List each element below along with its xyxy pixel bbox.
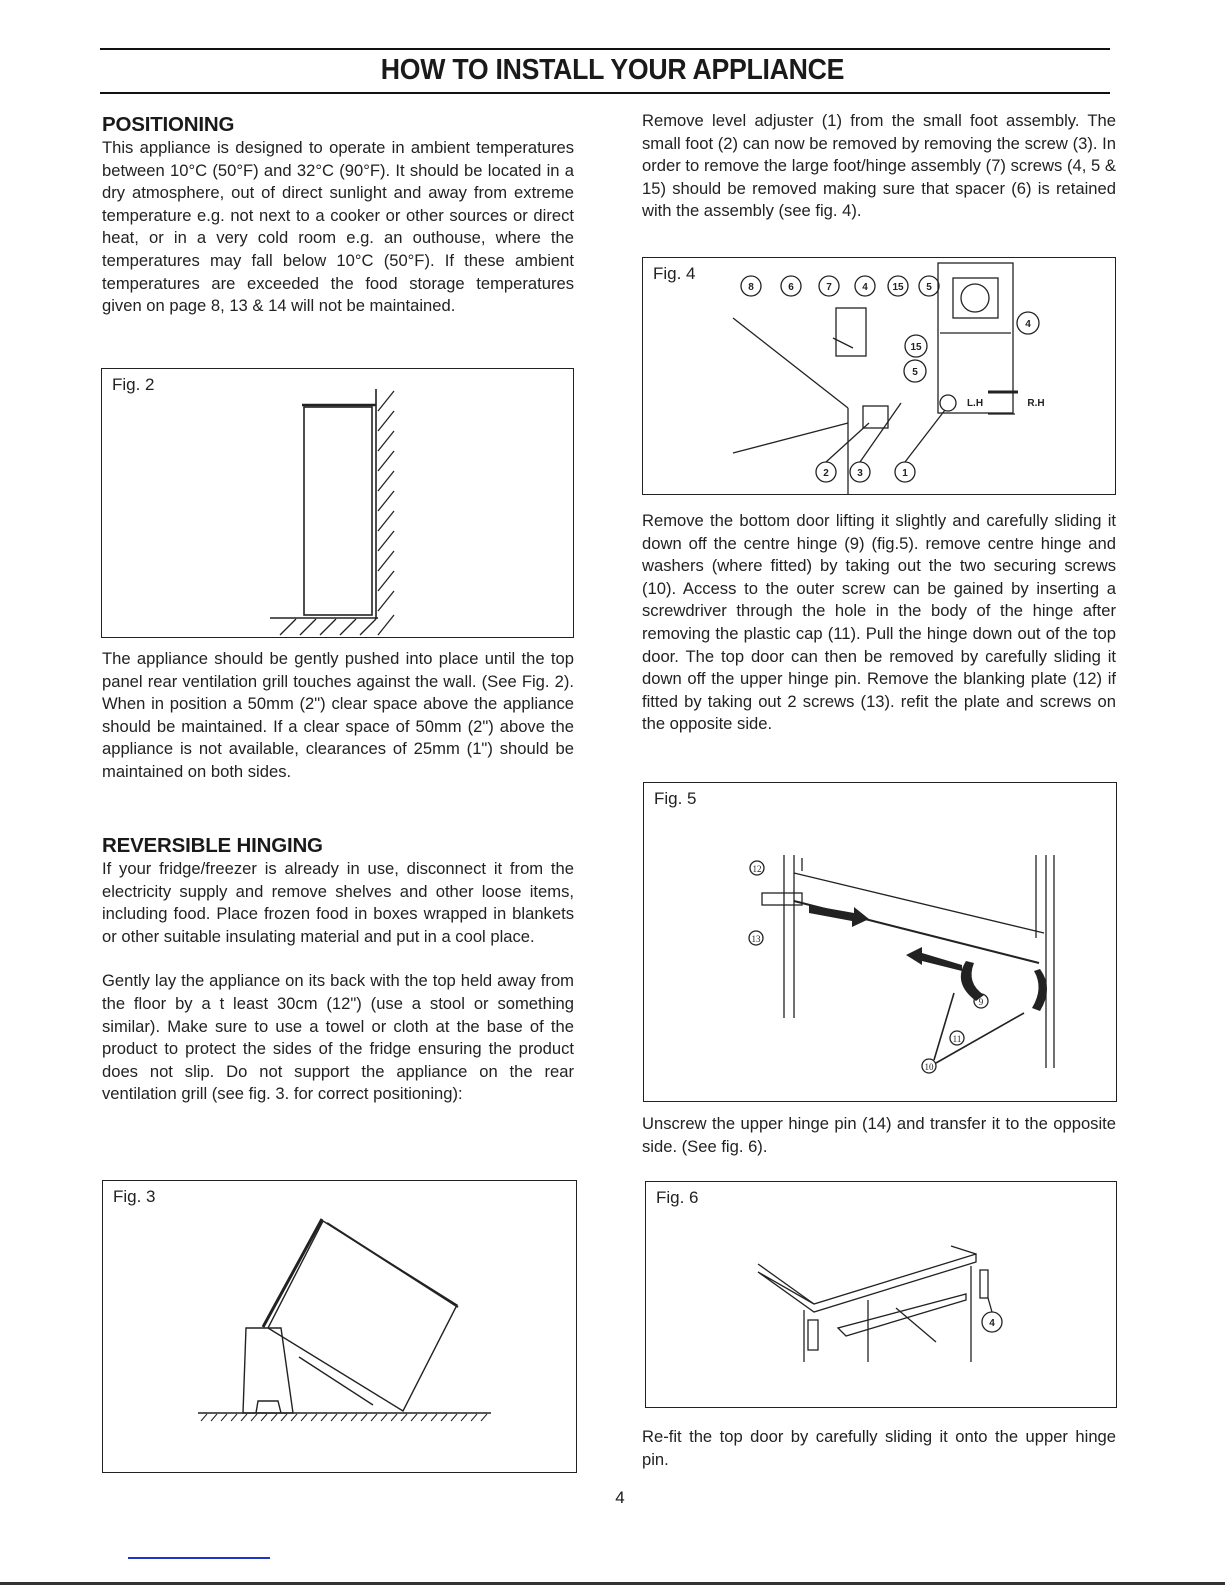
figure-6-label: Fig. 6 bbox=[656, 1188, 699, 1207]
figure-6 bbox=[645, 1181, 1117, 1408]
upper-hinge-pin-illustration bbox=[646, 1182, 1116, 1407]
figure-2 bbox=[101, 368, 574, 638]
svg-text:4: 4 bbox=[989, 1318, 995, 1329]
hinge-pin-text bbox=[642, 1113, 1116, 1158]
svg-text:12: 12 bbox=[752, 864, 762, 874]
svg-text:9: 9 bbox=[978, 997, 984, 1007]
link-underline bbox=[128, 1557, 270, 1559]
svg-text:15: 15 bbox=[910, 342, 922, 353]
figure-5 bbox=[643, 782, 1117, 1102]
svg-text:11: 11 bbox=[952, 1034, 962, 1044]
svg-text:1: 1 bbox=[902, 468, 908, 479]
reversible-hinging-heading: REVERSIBLE HINGING bbox=[102, 834, 323, 857]
door-removal-text bbox=[642, 510, 1116, 736]
positioning-paragraph-1: This appliance is designed to operate in ambient temperatures between 10°C (50°F) and 32°C (90°F). It should be located in a dry atmosphere, out of direct sunlight and away from extreme temperature e.g. not next to a cooker or other sources or direct heat, or in a very cold room e.g. an outhouse, where the temperatures may fall below 10°C (50°F). If these ambient temperatures are exceeded the food storage temperatures given on page 8, 13 & 14 will not be maintained. bbox=[102, 138, 574, 316]
svg-text:13: 13 bbox=[751, 934, 761, 944]
figure-3-label: Fig. 3 bbox=[113, 1187, 156, 1206]
positioning-paragraph-2: The appliance should be gently pushed into place until the top panel rear ventilation grill touches against the wall. (See Fig. 2). When in position a 50mm (2") clear space above the appliance should be maintained. If a clear space of 50mm (2") above the appliance is not available, clearances of 25mm (1") should be maintained on both sides. bbox=[102, 649, 574, 781]
figure-4-label: Fig. 4 bbox=[653, 264, 696, 283]
fridge-against-wall-illustration bbox=[102, 369, 573, 637]
appliance-on-back-illustration bbox=[103, 1181, 576, 1472]
svg-text:4: 4 bbox=[862, 282, 868, 293]
svg-text:8: 8 bbox=[748, 282, 754, 293]
foot-hinge-assembly-illustration bbox=[643, 258, 1115, 494]
svg-text:3: 3 bbox=[857, 468, 863, 479]
svg-text:4: 4 bbox=[1025, 319, 1031, 330]
svg-text:L.H: L.H bbox=[966, 398, 984, 409]
svg-text:5: 5 bbox=[912, 367, 918, 378]
centre-hinge-illustration bbox=[644, 783, 1116, 1101]
header-bottom-rule bbox=[100, 92, 1110, 94]
header-top-rule bbox=[100, 48, 1110, 50]
positioning-clearance-text bbox=[102, 648, 574, 784]
figure-2-label: Fig. 2 bbox=[112, 375, 155, 394]
positioning-heading: POSITIONING bbox=[102, 113, 235, 136]
svg-text:R.H: R.H bbox=[1027, 398, 1045, 409]
svg-text:10: 10 bbox=[924, 1062, 934, 1072]
figure-4 bbox=[642, 257, 1116, 495]
svg-text:5: 5 bbox=[926, 282, 932, 293]
right-paragraph-2: Remove the bottom door lifting it slightly and carefully sliding it down off the centre hinge (9) (fig.5). remove centre hinge and washers (where fitted) by taking out the two securing screws (10). Access to the outer screw can be gained by inserting a screwdriver through the hole in the body of the hinge after removing the plastic cap (11). Pull the hinge down out of the top door. The top door can then be removed by carefully sliding it down off the upper hinge pin. Remove the blanking plate (12) if fitted by taking out 2 screws (13). refit the plate and screws on the opposite side. bbox=[642, 511, 1116, 734]
foot-removal-text bbox=[642, 110, 1116, 223]
right-paragraph-3: Unscrew the upper hinge pin (14) and transfer it to the opposite side. (See fig. 6). bbox=[642, 1114, 1116, 1156]
figure-3 bbox=[102, 1180, 577, 1473]
svg-text:7: 7 bbox=[826, 282, 832, 293]
reversible-hinging-section bbox=[102, 834, 574, 1106]
right-paragraph-1: Remove level adjuster (1) from the small foot assembly. The small foot (2) can now be removed by removing the screw (3). In order to remove the large foot/hinge assembly (7) screws (4, 5 & 15) should be removed making sure that spacer (6) is retained with the assembly (see fig. 4). bbox=[642, 111, 1116, 221]
positioning-section bbox=[102, 113, 574, 318]
reversible-hinging-paragraph-2: Gently lay the appliance on its back with the top held away from the floor by a t least 30cm (12") (use a stool or something similar). Make sure to use a towel or cloth at the base of the product to protect the sides of the fridge ensuring the product does not slip. Do not support the appliance on the rear ventilation grill (see fig. 3. for correct positioning): bbox=[102, 971, 574, 1104]
page-number: 4 bbox=[615, 1488, 625, 1507]
right-paragraph-4: Re-fit the top door by carefully sliding it onto the upper hinge pin. bbox=[642, 1427, 1116, 1469]
svg-text:2: 2 bbox=[823, 468, 829, 479]
reversible-hinging-paragraph-1: If your fridge/freezer is already in use, disconnect it from the electricity supply and remove shelves and other loose items, including food. Place frozen food in boxes wrapped in blankets or other suitable insulating material and put in a cool place. bbox=[102, 859, 574, 946]
refit-door-text bbox=[642, 1426, 1116, 1471]
svg-text:6: 6 bbox=[788, 282, 794, 293]
svg-text:15: 15 bbox=[892, 282, 904, 293]
page-title: HOW TO INSTALL YOUR APPLIANCE bbox=[380, 54, 845, 86]
figure-5-label: Fig. 5 bbox=[654, 789, 697, 808]
